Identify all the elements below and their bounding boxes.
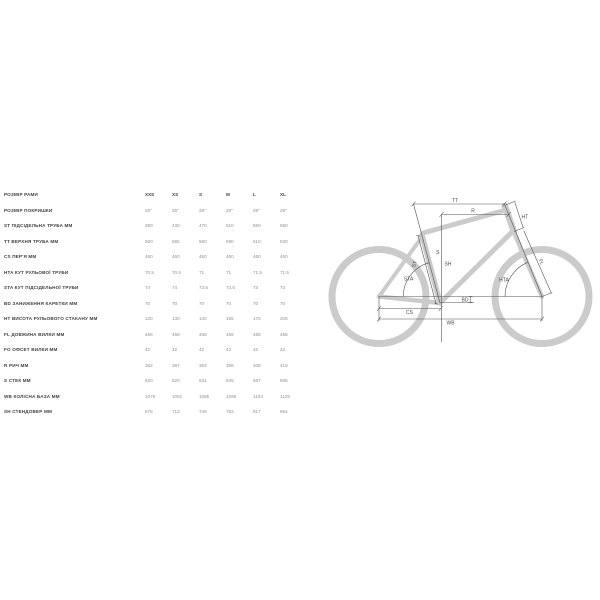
cell-value: 73 <box>280 285 286 291</box>
cell-value: 70 <box>280 300 286 306</box>
cell-value: 71.5 <box>253 269 262 275</box>
row-label: ST ПІДСІДЕЛЬНА ТРУБА ММ <box>4 223 73 229</box>
cell-value: 70 <box>145 300 151 306</box>
row-label: РОЗМІР ПОКРИШКИ <box>4 207 53 213</box>
cell-value: 468 <box>199 331 207 337</box>
cell-value: 155 <box>226 316 234 322</box>
cell-value: 631 <box>199 378 207 384</box>
size-column-header: S <box>199 192 203 198</box>
cell-value: 1085 <box>199 393 210 399</box>
cell-value: 678 <box>145 409 153 415</box>
cell-value: 713 <box>172 409 180 415</box>
table-row <box>4 218 304 234</box>
cell-value: 510 <box>226 223 234 229</box>
size-column-header: L <box>253 192 256 198</box>
table-row <box>4 404 304 420</box>
table-row <box>4 373 304 389</box>
label-s: S <box>436 250 440 256</box>
cell-value: 28" <box>226 207 233 213</box>
cell-value: 630 <box>280 238 288 244</box>
cell-value: 460 <box>172 254 180 260</box>
row-label: HT ВИСОТА РУЛЬОВОГО СТАКАНУ ММ <box>4 316 98 322</box>
cell-value: 28" <box>145 207 152 213</box>
row-label: РОЗМІР РАМИ <box>4 192 38 198</box>
cell-value: 470 <box>199 223 207 229</box>
size-column-header: M <box>226 192 230 198</box>
row-label: S СТЕК ММ <box>4 378 31 384</box>
table-row <box>4 342 304 358</box>
cell-value: 550 <box>253 223 261 229</box>
cell-value: 42 <box>172 347 178 353</box>
cell-value: 1096 <box>226 393 237 399</box>
cell-value: 74 <box>145 285 151 291</box>
cell-value: 1076 <box>145 393 156 399</box>
label-cs: CS <box>406 310 413 316</box>
cell-value: 175 <box>253 316 261 322</box>
cell-value: 73.5 <box>226 285 235 291</box>
cell-value: 418 <box>280 362 288 368</box>
cell-value: 620 <box>145 378 153 384</box>
cell-value: 70 <box>253 300 259 306</box>
bike-geometry-diagram <box>325 190 600 350</box>
table-row <box>4 234 304 250</box>
table-row <box>4 358 304 374</box>
table-row <box>4 296 304 312</box>
cell-value: 468 <box>253 331 261 337</box>
cell-value: 460 <box>253 254 261 260</box>
cell-value: 460 <box>145 254 153 260</box>
label-ht: HT <box>521 214 529 221</box>
cell-value: 42 <box>145 347 151 353</box>
cell-value: 565 <box>172 238 180 244</box>
table-row <box>4 203 304 219</box>
cell-value: 70.5 <box>172 269 181 275</box>
cell-value: 620 <box>172 378 180 384</box>
cell-value: 71.5 <box>280 269 289 275</box>
cell-value: 748 <box>199 409 207 415</box>
label-wb: WB <box>446 320 455 327</box>
cell-value: 560 <box>145 238 153 244</box>
cell-value: 42 <box>226 347 232 353</box>
table-header-row <box>4 187 304 203</box>
cell-value: 468 <box>172 331 180 337</box>
row-label: TT ВЕРХНЯ ТРУБА ММ <box>4 238 59 244</box>
cell-value: 42 <box>199 347 205 353</box>
label-sta: STA <box>403 276 414 283</box>
table-row <box>4 280 304 296</box>
row-label: WB КОЛІСНА БАЗА ММ <box>4 393 60 399</box>
cell-value: 782 <box>226 409 234 415</box>
cell-value: 205 <box>280 316 288 322</box>
cell-value: 28" <box>199 207 206 213</box>
cell-value: 817 <box>253 409 261 415</box>
label-st: ST <box>411 260 419 269</box>
label-bd: BD <box>461 297 469 304</box>
table-row <box>4 327 304 343</box>
row-label: HTA КУТ РУЛЬОВОЇ ТРУБИ <box>4 269 69 275</box>
table-row <box>4 311 304 327</box>
cell-value: 667 <box>253 378 261 384</box>
cell-value: 468 <box>280 331 288 337</box>
cell-value: 393 <box>199 362 207 368</box>
table-row <box>4 249 304 265</box>
row-label: R РИЧ ММ <box>4 362 29 368</box>
cell-value: 70 <box>172 300 178 306</box>
row-label: CS ПЕР'Я ММ <box>4 254 37 260</box>
label-r: R <box>471 208 475 215</box>
cell-value: 1104 <box>253 393 263 399</box>
cell-value: 140 <box>199 316 207 322</box>
cell-value: 590 <box>280 223 288 229</box>
row-label: SH СТЕНДОВЕР ММ <box>4 409 52 415</box>
cell-value: 460 <box>226 254 234 260</box>
size-column-header: XXS <box>145 192 155 198</box>
cell-value: 130 <box>172 316 180 322</box>
cell-value: 73.5 <box>199 285 208 291</box>
cell-value: 71 <box>226 269 232 275</box>
table-row <box>4 265 304 281</box>
geometry-table <box>4 187 304 420</box>
cell-value: 71 <box>199 269 205 275</box>
cell-value: 382 <box>145 362 153 368</box>
row-label: FO ОФСЕТ ВИЛКИ ММ <box>4 347 58 353</box>
row-label: STA КУТ ПІДСІДЕЛЬНОЇ ТРУБИ <box>4 285 79 291</box>
row-label: FL ДОВЖИНА ВИЛКИ ММ <box>4 331 65 337</box>
label-fl: FL <box>537 258 545 266</box>
label-sh: SH <box>444 261 452 268</box>
cell-value: 130 <box>145 316 153 322</box>
cell-value: 468 <box>226 331 234 337</box>
cell-value: 695 <box>280 378 288 384</box>
cell-value: 70 <box>199 300 205 306</box>
cell-value: 398 <box>226 362 234 368</box>
cell-value: 468 <box>145 331 153 337</box>
cell-value: 28" <box>253 207 260 213</box>
row-label: BD ЗАНИЖЕННЯ КАРЕТКИ ММ <box>4 300 78 306</box>
cell-value: 74 <box>172 285 178 291</box>
cell-value: 70.5 <box>145 269 154 275</box>
cell-value: 42 <box>280 347 286 353</box>
cell-value: 590 <box>226 238 234 244</box>
cell-value: 28" <box>172 207 179 213</box>
cell-value: 73 <box>253 285 259 291</box>
cell-value: 854 <box>280 409 288 415</box>
cell-value: 460 <box>280 254 288 260</box>
cell-value: 28" <box>280 207 287 213</box>
cell-value: 580 <box>199 238 207 244</box>
cell-value: 1081 <box>172 393 183 399</box>
cell-value: 42 <box>253 347 259 353</box>
cell-value: 430 <box>172 223 180 229</box>
cell-value: 1125 <box>280 393 290 399</box>
cell-value: 460 <box>199 254 207 260</box>
label-tt: TT <box>451 198 459 204</box>
label-hta: HTA <box>499 277 509 284</box>
cell-value: 610 <box>253 238 261 244</box>
cell-value: 645 <box>226 378 234 384</box>
table-row <box>4 389 304 405</box>
size-column-header: XS <box>172 192 179 198</box>
cell-value: 70 <box>226 300 232 306</box>
cell-value: 387 <box>172 362 180 368</box>
cell-value: 390 <box>145 223 153 229</box>
cell-value: 408 <box>253 362 261 368</box>
size-column-header: XL <box>280 192 286 198</box>
